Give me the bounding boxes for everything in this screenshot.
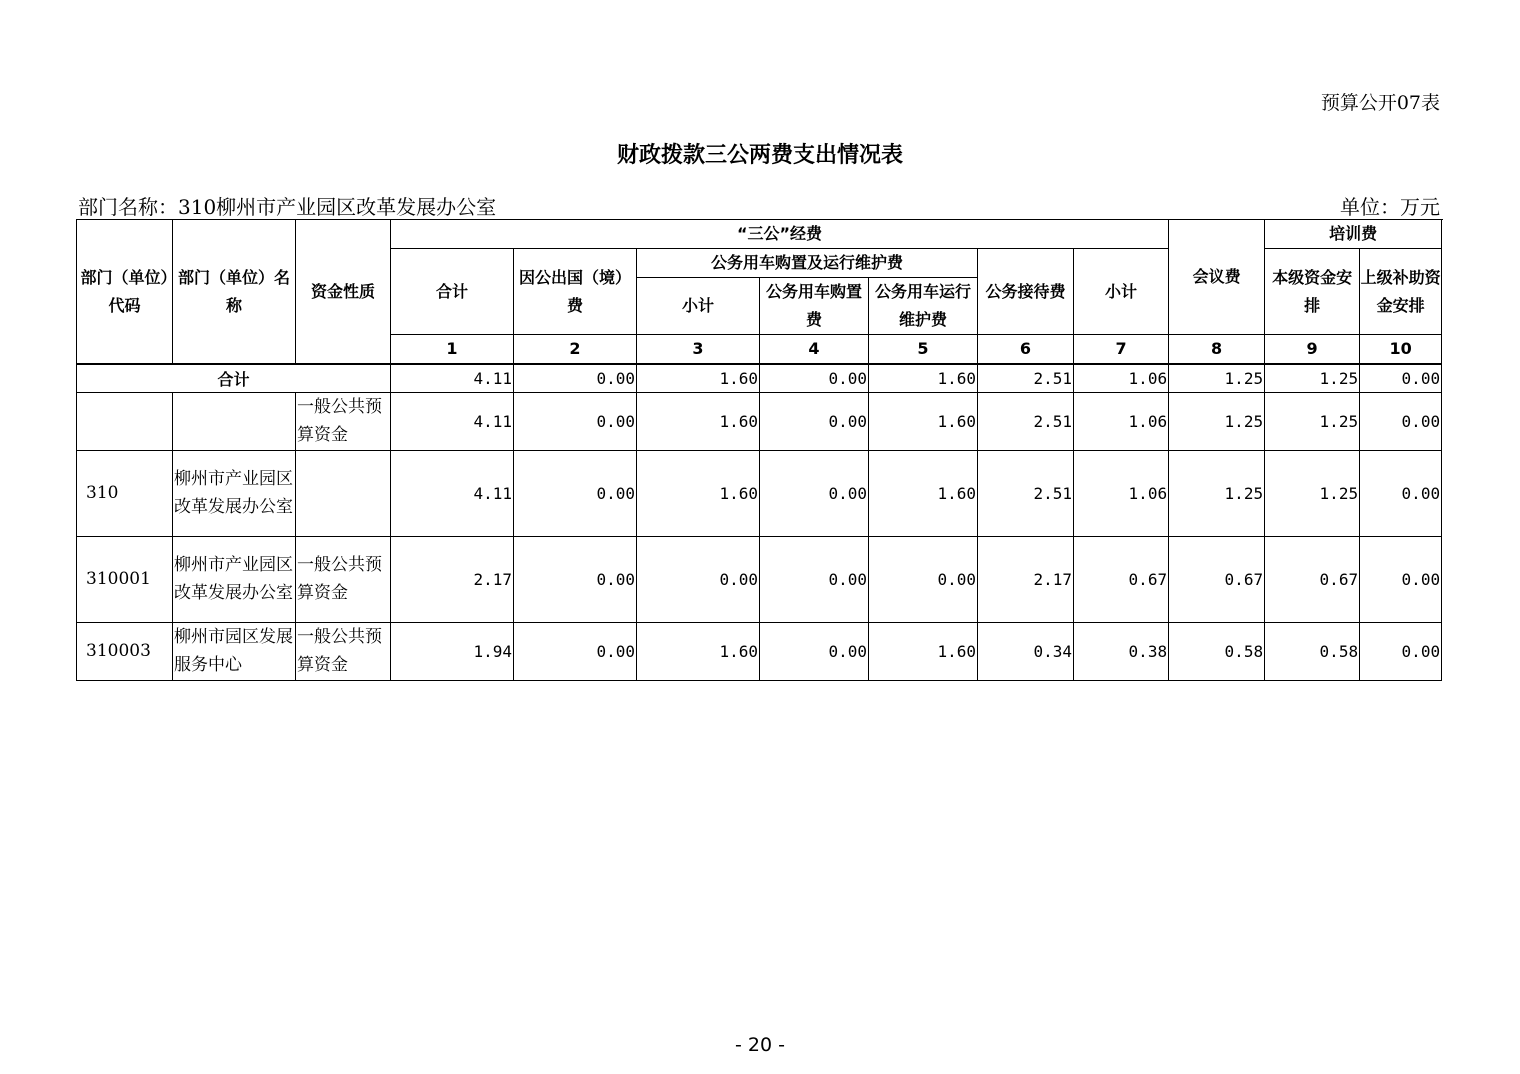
value-cell: 1.25 [1265,392,1360,450]
value-cell: 0.67 [1265,536,1360,622]
value-cell: 4.11 [391,450,514,536]
dept-name-cell [173,392,296,450]
value-cell: 1.06 [1074,392,1169,450]
value-cell: 2.51 [978,364,1074,392]
total-label: 合计 [77,364,391,392]
page-title: 财政拨款三公两费支出情况表 [616,143,903,168]
column-number: 6 [978,335,1074,365]
column-number: 2 [514,335,637,365]
value-cell: 0.00 [760,450,869,536]
header-vehicle-purchase: 公务用车购置费 [760,278,869,335]
value-cell: 0.00 [760,364,869,392]
value-cell: 0.34 [978,622,1074,680]
header-reception: 公务接待费 [978,249,1074,335]
value-cell: 2.17 [391,536,514,622]
header-total: 合计 [391,249,514,335]
dept-name-cell: 柳州市园区发展服务中心 [173,622,296,680]
value-cell: 0.00 [1360,450,1442,536]
fund-nature-cell [296,450,391,536]
unit-label: 单位：万元 [1340,195,1440,219]
value-cell: 0.58 [1265,622,1360,680]
value-cell: 0.00 [514,364,637,392]
header-meeting: 会议费 [1169,220,1265,335]
value-cell: 0.00 [760,622,869,680]
table-row [77,392,1442,450]
column-number: 5 [869,335,978,365]
value-cell: 0.00 [1360,392,1442,450]
budget-table [76,219,1442,681]
value-cell: 1.06 [1074,450,1169,536]
column-number: 1 [391,335,514,365]
value-cell: 1.60 [637,364,760,392]
value-cell: 0.00 [514,622,637,680]
fund-nature-cell: 一般公共预算资金 [296,392,391,450]
value-cell: 0.00 [1360,536,1442,622]
value-cell: 1.60 [637,622,760,680]
header-three-public: “三公”经费 [391,220,1169,249]
dept-name-cell: 柳州市产业园区改革发展办公室 [173,536,296,622]
value-cell: 2.51 [978,392,1074,450]
value-cell: 4.11 [391,392,514,450]
dept-code-cell: 310003 [77,622,173,680]
column-number: 4 [760,335,869,365]
column-number: 9 [1265,335,1360,365]
header-dept-code: 部门（单位）代码 [77,220,173,365]
value-cell: 2.17 [978,536,1074,622]
value-cell: 1.60 [869,450,978,536]
value-cell: 0.67 [1074,536,1169,622]
dept-name-cell: 柳州市产业园区改革发展办公室 [173,450,296,536]
header-vehicle-operation: 公务用车运行维护费 [869,278,978,335]
header-vehicle-group: 公务用车购置及运行维护费 [637,249,978,278]
dept-code-cell: 310 [77,450,173,536]
value-cell: 1.25 [1169,364,1265,392]
dept-code-cell [77,392,173,450]
dept-code-cell: 310001 [77,536,173,622]
fund-nature-cell: 一般公共预算资金 [296,536,391,622]
header-training-own: 本级资金安排 [1265,249,1360,335]
table-row [77,536,1442,622]
value-cell: 1.06 [1074,364,1169,392]
form-number: 预算公开07表 [1320,92,1440,114]
department-name-label: 部门名称：310柳州市产业园区改革发展办公室 [78,195,497,219]
total-row [77,364,1442,392]
header-vehicle-subtotal: 小计 [637,278,760,335]
header-fund-nature: 资金性质 [296,220,391,365]
value-cell: 0.00 [514,536,637,622]
value-cell: 0.00 [760,392,869,450]
table-row [77,622,1442,680]
fund-nature-cell: 一般公共预算资金 [296,622,391,680]
value-cell: 1.60 [637,392,760,450]
value-cell: 0.00 [637,536,760,622]
value-cell: 1.94 [391,622,514,680]
column-number: 7 [1074,335,1169,365]
value-cell: 1.60 [869,392,978,450]
value-cell: 2.51 [978,450,1074,536]
column-number: 3 [637,335,760,365]
value-cell: 1.25 [1169,392,1265,450]
header-training-subtotal: 小计 [1074,249,1169,335]
header-training: 培训费 [1265,220,1442,249]
page-number: - 20 - [735,1034,785,1056]
table-row [77,450,1442,536]
value-cell: 0.00 [760,536,869,622]
value-cell: 0.00 [1360,364,1442,392]
header-dept-name: 部门（单位）名称 [173,220,296,365]
value-cell: 0.00 [869,536,978,622]
header-abroad: 因公出国（境）费 [514,249,637,335]
value-cell: 1.60 [869,364,978,392]
value-cell: 0.00 [514,450,637,536]
column-number: 10 [1360,335,1442,365]
value-cell: 1.60 [637,450,760,536]
value-cell: 0.38 [1074,622,1169,680]
value-cell: 4.11 [391,364,514,392]
value-cell: 1.60 [869,622,978,680]
value-cell: 0.00 [1360,622,1442,680]
value-cell: 1.25 [1265,450,1360,536]
value-cell: 1.25 [1169,450,1265,536]
header-training-upper: 上级补助资金安排 [1360,249,1442,335]
column-number: 8 [1169,335,1265,365]
value-cell: 0.00 [514,392,637,450]
value-cell: 0.58 [1169,622,1265,680]
value-cell: 1.25 [1265,364,1360,392]
value-cell: 0.67 [1169,536,1265,622]
